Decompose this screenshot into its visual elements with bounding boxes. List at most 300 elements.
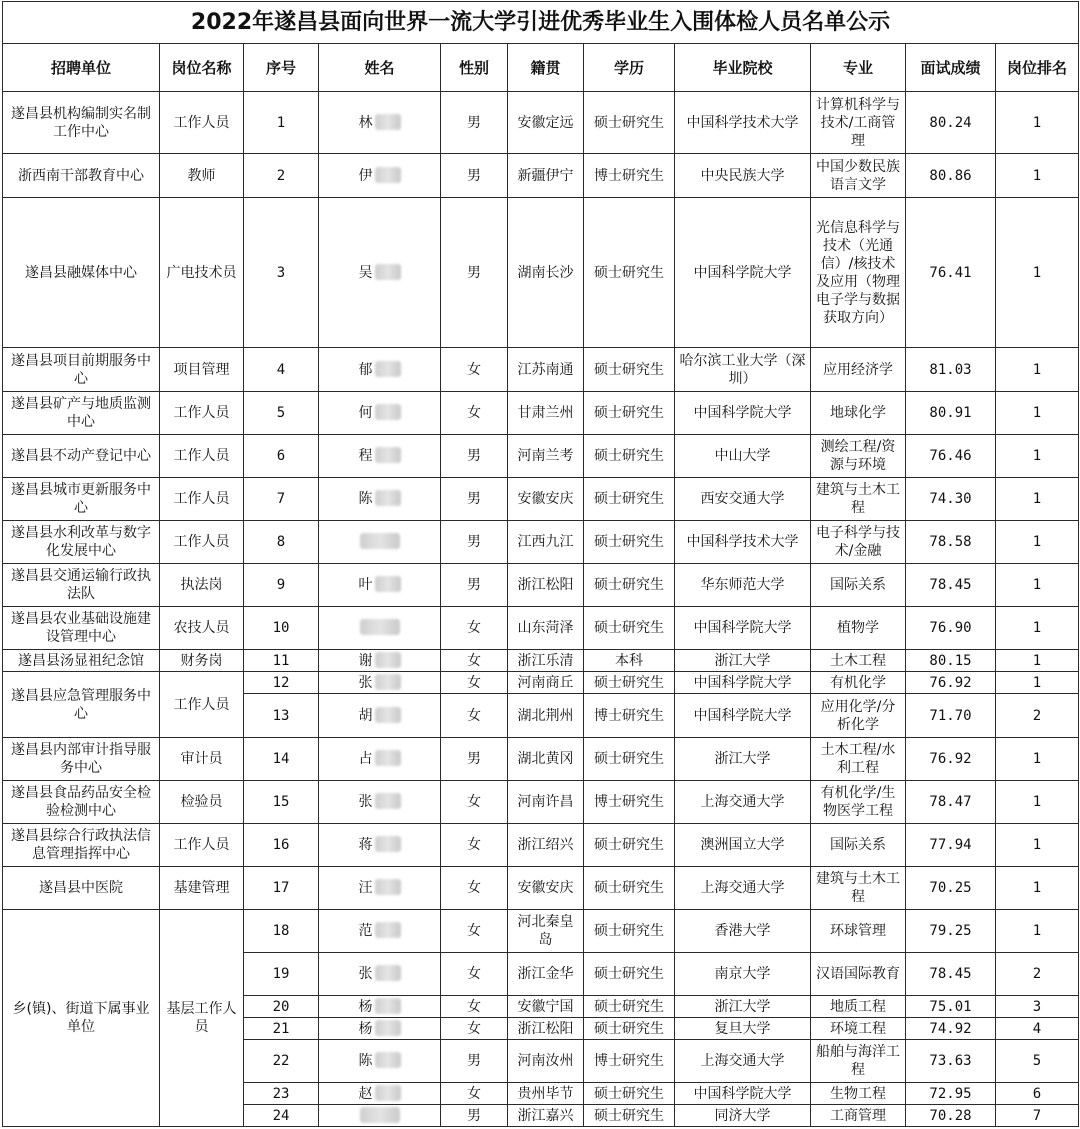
post-cell: 检验员 (160, 781, 244, 824)
unit-cell: 遂昌县综合行政执法信息管理指挥中心 (3, 824, 160, 867)
post-cell: 执法岗 (160, 564, 244, 607)
origin-cell: 浙江金华 (508, 953, 584, 996)
name-text: 陈 (358, 491, 373, 507)
table-row (3, 435, 1079, 478)
major-cell: 环境工程 (811, 1018, 906, 1040)
name-text: 杨 (358, 1020, 373, 1037)
rank-cell: 1 (996, 392, 1079, 435)
origin-cell: 安徽安庆 (508, 867, 584, 910)
rank-cell: 3 (996, 996, 1079, 1018)
name-redaction (375, 114, 401, 130)
origin-cell: 江西九江 (508, 521, 584, 564)
unit-cell: 遂昌县城市更新服务中心 (3, 478, 160, 521)
rank-cell: 1 (996, 867, 1079, 910)
gender-cell: 男 (441, 154, 508, 198)
name-redaction (360, 619, 400, 635)
gender-cell: 女 (441, 650, 508, 672)
name-text: 郁 (358, 361, 373, 378)
rank-cell: 5 (996, 1040, 1079, 1083)
education-cell: 硕士研究生 (584, 1083, 675, 1105)
rank-cell: 1 (996, 478, 1079, 521)
name-text: 张 (358, 966, 373, 982)
origin-cell: 河南汝州 (508, 1040, 584, 1083)
unit-cell: 遂昌县机构编制实名制工作中心 (3, 92, 160, 154)
score-cell: 70.28 (906, 1105, 996, 1127)
origin-cell: 新疆伊宁 (508, 154, 584, 198)
candidate-table (2, 1, 1079, 1127)
name-text: 伊 (358, 167, 373, 184)
gender-cell: 男 (441, 738, 508, 781)
origin-cell: 河北秦皇岛 (508, 910, 584, 953)
major-cell: 植物学 (811, 607, 906, 650)
table-row (3, 781, 1079, 824)
education-cell: 硕士研究生 (584, 953, 675, 996)
name-cell (319, 154, 441, 198)
name-redaction (375, 361, 401, 377)
major-cell: 地质工程 (811, 996, 906, 1018)
name-cell (319, 781, 441, 824)
name-text: 张 (358, 674, 373, 691)
unit-cell: 遂昌县水利改革与数字化发展中心 (3, 521, 160, 564)
rank-cell: 1 (996, 435, 1079, 478)
education-cell: 硕士研究生 (584, 910, 675, 953)
education-cell: 硕士研究生 (584, 92, 675, 154)
major-cell: 应用化学/分析化学 (811, 694, 906, 738)
score-cell: 78.58 (906, 521, 996, 564)
table-row (3, 478, 1079, 521)
education-cell: 硕士研究生 (584, 478, 675, 521)
name-redaction (375, 674, 401, 690)
header-unit: 招聘单位 (3, 44, 160, 92)
table-row (3, 650, 1079, 672)
origin-cell: 浙江乐清 (508, 650, 584, 672)
header-post: 岗位名称 (160, 44, 244, 92)
name-cell (319, 996, 441, 1018)
table-row (3, 672, 1079, 694)
major-cell: 有机化学/生物医学工程 (811, 781, 906, 824)
header-no: 序号 (244, 44, 319, 92)
school-cell: 中央民族大学 (675, 154, 811, 198)
seq-cell: 12 (244, 672, 319, 694)
gender-cell: 女 (441, 953, 508, 996)
origin-cell: 河南商丘 (508, 672, 584, 694)
major-cell: 有机化学 (811, 672, 906, 694)
header-edu: 学历 (584, 44, 675, 92)
name-redaction (375, 1085, 401, 1101)
table-row (3, 92, 1079, 154)
name-redaction (375, 879, 401, 895)
school-cell: 上海交通大学 (675, 781, 811, 824)
name-text: 赵 (358, 1085, 373, 1102)
table-row (3, 392, 1079, 435)
score-cell: 81.03 (906, 348, 996, 392)
major-cell: 生物工程 (811, 1083, 906, 1105)
seq-cell: 18 (244, 910, 319, 953)
school-cell: 澳洲国立大学 (675, 824, 811, 867)
education-cell: 硕士研究生 (584, 564, 675, 607)
school-cell: 中国科学院大学 (675, 392, 811, 435)
rank-cell: 7 (996, 1105, 1079, 1127)
seq-cell: 8 (244, 521, 319, 564)
name-redaction (375, 167, 401, 183)
title-row (3, 2, 1079, 44)
rank-cell: 6 (996, 1083, 1079, 1105)
name-redaction (375, 750, 401, 766)
unit-cell: 遂昌县中医院 (3, 867, 160, 910)
unit-cell: 乡(镇)、街道下属事业单位 (3, 910, 160, 1127)
gender-cell: 男 (441, 478, 508, 521)
gender-cell: 女 (441, 348, 508, 392)
post-cell: 财务岗 (160, 650, 244, 672)
rank-cell: 1 (996, 154, 1079, 198)
school-cell: 哈尔滨工业大学（深圳） (675, 348, 811, 392)
education-cell: 硕士研究生 (584, 824, 675, 867)
score-cell: 75.01 (906, 996, 996, 1018)
education-cell: 硕士研究生 (584, 348, 675, 392)
seq-cell: 6 (244, 435, 319, 478)
name-redaction (375, 264, 401, 280)
school-cell: 南京大学 (675, 953, 811, 996)
name-text: 范 (358, 923, 373, 939)
seq-cell: 3 (244, 198, 319, 348)
education-cell: 本科 (584, 650, 675, 672)
school-cell: 西安交通大学 (675, 478, 811, 521)
unit-cell: 遂昌县项目前期服务中心 (3, 348, 160, 392)
rank-cell: 2 (996, 953, 1079, 996)
major-cell: 土木工程 (811, 650, 906, 672)
seq-cell: 7 (244, 478, 319, 521)
unit-cell: 浙西南干部教育中心 (3, 154, 160, 198)
gender-cell: 女 (441, 824, 508, 867)
education-cell: 硕士研究生 (584, 672, 675, 694)
gender-cell: 女 (441, 1018, 508, 1040)
table-row (3, 198, 1079, 348)
education-cell: 硕士研究生 (584, 996, 675, 1018)
table-row (3, 154, 1079, 198)
seq-cell: 4 (244, 348, 319, 392)
school-cell: 同济大学 (675, 1105, 811, 1127)
origin-cell: 浙江嘉兴 (508, 1105, 584, 1127)
name-text: 蒋 (358, 837, 373, 853)
gender-cell: 男 (441, 92, 508, 154)
post-cell: 项目管理 (160, 348, 244, 392)
origin-cell: 湖南长沙 (508, 198, 584, 348)
name-cell (319, 738, 441, 781)
name-text: 林 (358, 114, 373, 131)
name-cell (319, 910, 441, 953)
rank-cell: 2 (996, 694, 1079, 738)
name-redaction (375, 490, 401, 506)
seq-cell: 23 (244, 1083, 319, 1105)
education-cell: 硕士研究生 (584, 607, 675, 650)
major-cell: 国际关系 (811, 824, 906, 867)
name-redaction (375, 404, 401, 420)
rank-cell: 1 (996, 607, 1079, 650)
school-cell: 中国科学院大学 (675, 672, 811, 694)
score-cell: 72.95 (906, 1083, 996, 1105)
school-cell: 华东师范大学 (675, 564, 811, 607)
name-text: 杨 (358, 998, 373, 1015)
gender-cell: 男 (441, 435, 508, 478)
major-cell: 电子科学与技术/金融 (811, 521, 906, 564)
seq-cell: 15 (244, 781, 319, 824)
seq-cell: 20 (244, 996, 319, 1018)
seq-cell: 1 (244, 92, 319, 154)
rank-cell: 1 (996, 824, 1079, 867)
post-cell: 工作人员 (160, 392, 244, 435)
score-cell: 80.91 (906, 392, 996, 435)
header-school: 毕业院校 (675, 44, 811, 92)
score-cell: 80.86 (906, 154, 996, 198)
name-redaction (375, 965, 401, 981)
name-text: 何 (358, 405, 373, 421)
origin-cell: 浙江绍兴 (508, 824, 584, 867)
school-cell: 上海交通大学 (675, 867, 811, 910)
name-cell (319, 672, 441, 694)
gender-cell: 男 (441, 1105, 508, 1127)
school-cell: 中国科学院大学 (675, 607, 811, 650)
header-score: 面试成绩 (906, 44, 996, 92)
page-title: 2022年遂昌县面向世界一流大学引进优秀毕业生入围体检人员名单公示 (3, 2, 1079, 44)
name-redaction (360, 533, 400, 549)
seq-cell: 9 (244, 564, 319, 607)
origin-cell: 湖北荆州 (508, 694, 584, 738)
unit-cell: 遂昌县农业基础设施建设管理中心 (3, 607, 160, 650)
seq-cell: 2 (244, 154, 319, 198)
education-cell: 硕士研究生 (584, 1105, 675, 1127)
name-cell (319, 607, 441, 650)
origin-cell: 湖北黄冈 (508, 738, 584, 781)
name-cell (319, 1083, 441, 1105)
name-text: 叶 (358, 577, 373, 593)
unit-cell: 遂昌县食品药品安全检验检测中心 (3, 781, 160, 824)
name-redaction (375, 1052, 401, 1068)
gender-cell: 男 (441, 521, 508, 564)
name-redaction (375, 576, 401, 592)
table-row (3, 564, 1079, 607)
education-cell: 博士研究生 (584, 1040, 675, 1083)
name-cell (319, 1105, 441, 1127)
header-row (3, 44, 1079, 92)
score-cell: 73.63 (906, 1040, 996, 1083)
name-text: 谢 (358, 652, 373, 669)
education-cell: 博士研究生 (584, 694, 675, 738)
major-cell: 工商管理 (811, 1105, 906, 1127)
education-cell: 硕士研究生 (584, 198, 675, 348)
name-cell (319, 694, 441, 738)
major-cell: 建筑与土木工程 (811, 867, 906, 910)
gender-cell: 女 (441, 996, 508, 1018)
school-cell: 中国科学院大学 (675, 1083, 811, 1105)
education-cell: 硕士研究生 (584, 1018, 675, 1040)
major-cell: 船舶与海洋工程 (811, 1040, 906, 1083)
header-name: 姓名 (319, 44, 441, 92)
major-cell: 计算机科学与技术/工商管理 (811, 92, 906, 154)
score-cell: 80.24 (906, 92, 996, 154)
score-cell: 80.15 (906, 650, 996, 672)
name-cell (319, 1040, 441, 1083)
rank-cell: 4 (996, 1018, 1079, 1040)
education-cell: 博士研究生 (584, 154, 675, 198)
table-row (3, 521, 1079, 564)
seq-cell: 5 (244, 392, 319, 435)
header-gender: 性别 (441, 44, 508, 92)
name-text: 吴 (358, 264, 373, 281)
post-cell: 工作人员 (160, 478, 244, 521)
school-cell: 浙江大学 (675, 738, 811, 781)
table-row (3, 824, 1079, 867)
score-cell: 78.45 (906, 953, 996, 996)
rank-cell: 1 (996, 650, 1079, 672)
rank-cell: 1 (996, 781, 1079, 824)
name-text: 程 (358, 448, 373, 464)
rank-cell: 1 (996, 521, 1079, 564)
school-cell: 中国科学技术大学 (675, 92, 811, 154)
name-cell (319, 435, 441, 478)
major-cell: 土木工程/水利工程 (811, 738, 906, 781)
score-cell: 70.25 (906, 867, 996, 910)
table-row (3, 738, 1079, 781)
seq-cell: 11 (244, 650, 319, 672)
seq-cell: 21 (244, 1018, 319, 1040)
name-redaction (375, 793, 401, 809)
name-cell (319, 392, 441, 435)
origin-cell: 浙江松阳 (508, 1018, 584, 1040)
rank-cell: 1 (996, 92, 1079, 154)
header-origin: 籍贯 (508, 44, 584, 92)
origin-cell: 山东菏泽 (508, 607, 584, 650)
seq-cell: 19 (244, 953, 319, 996)
seq-cell: 24 (244, 1105, 319, 1127)
table-row (3, 607, 1079, 650)
post-cell: 工作人员 (160, 92, 244, 154)
unit-cell: 遂昌县融媒体中心 (3, 198, 160, 348)
name-text: 占 (358, 751, 373, 767)
name-cell (319, 521, 441, 564)
name-redaction (375, 836, 401, 852)
origin-cell: 江苏南通 (508, 348, 584, 392)
education-cell: 硕士研究生 (584, 738, 675, 781)
education-cell: 硕士研究生 (584, 867, 675, 910)
unit-cell: 遂昌县汤显祖纪念馆 (3, 650, 160, 672)
name-cell (319, 867, 441, 910)
name-text: 陈 (358, 1053, 373, 1069)
origin-cell: 浙江松阳 (508, 564, 584, 607)
name-redaction (375, 922, 401, 938)
score-cell: 76.92 (906, 672, 996, 694)
post-cell: 广电技术员 (160, 198, 244, 348)
gender-cell: 女 (441, 867, 508, 910)
major-cell: 光信息科学与技术（光通信）/核技术及应用（物理电子学与数据获取方向） (811, 198, 906, 348)
name-cell (319, 478, 441, 521)
education-cell: 硕士研究生 (584, 521, 675, 564)
origin-cell: 贵州毕节 (508, 1083, 584, 1105)
major-cell: 中国少数民族语言文学 (811, 154, 906, 198)
origin-cell: 河南兰考 (508, 435, 584, 478)
seq-cell: 10 (244, 607, 319, 650)
score-cell: 74.30 (906, 478, 996, 521)
education-cell: 硕士研究生 (584, 435, 675, 478)
header-major: 专业 (811, 44, 906, 92)
gender-cell: 女 (441, 910, 508, 953)
major-cell: 测绘工程/资源与环境 (811, 435, 906, 478)
name-cell (319, 953, 441, 996)
seq-cell: 13 (244, 694, 319, 738)
unit-cell: 遂昌县不动产登记中心 (3, 435, 160, 478)
post-cell: 工作人员 (160, 521, 244, 564)
seq-cell: 17 (244, 867, 319, 910)
score-cell: 76.90 (906, 607, 996, 650)
name-cell (319, 824, 441, 867)
table-row (3, 348, 1079, 392)
name-redaction (375, 652, 401, 668)
school-cell: 中国科学院大学 (675, 694, 811, 738)
score-cell: 78.45 (906, 564, 996, 607)
name-redaction (375, 447, 401, 463)
gender-cell: 女 (441, 694, 508, 738)
school-cell: 中国科学院大学 (675, 198, 811, 348)
post-cell: 工作人员 (160, 435, 244, 478)
score-cell: 79.25 (906, 910, 996, 953)
post-cell: 农技人员 (160, 607, 244, 650)
gender-cell: 女 (441, 781, 508, 824)
name-cell (319, 1018, 441, 1040)
unit-cell: 遂昌县内部审计指导服务中心 (3, 738, 160, 781)
table-row (3, 867, 1079, 910)
score-cell: 74.92 (906, 1018, 996, 1040)
name-redaction (375, 707, 401, 723)
score-cell: 78.47 (906, 781, 996, 824)
major-cell: 环球管理 (811, 910, 906, 953)
major-cell: 汉语国际教育 (811, 953, 906, 996)
rank-cell: 1 (996, 564, 1079, 607)
name-cell (319, 348, 441, 392)
gender-cell: 女 (441, 1083, 508, 1105)
rank-cell: 1 (996, 672, 1079, 694)
name-cell (319, 198, 441, 348)
name-redaction (360, 1107, 400, 1123)
name-text: 汪 (358, 880, 373, 896)
name-redaction (375, 1020, 401, 1036)
post-cell: 基建管理 (160, 867, 244, 910)
school-cell: 复旦大学 (675, 1018, 811, 1040)
gender-cell: 男 (441, 564, 508, 607)
major-cell: 应用经济学 (811, 348, 906, 392)
gender-cell: 女 (441, 672, 508, 694)
name-redaction (375, 998, 401, 1014)
name-cell (319, 650, 441, 672)
rank-cell: 1 (996, 198, 1079, 348)
major-cell: 地球化学 (811, 392, 906, 435)
score-cell: 77.94 (906, 824, 996, 867)
unit-cell: 遂昌县交通运输行政执法队 (3, 564, 160, 607)
school-cell: 上海交通大学 (675, 1040, 811, 1083)
school-cell: 中国科学技术大学 (675, 521, 811, 564)
education-cell: 硕士研究生 (584, 392, 675, 435)
origin-cell: 河南许昌 (508, 781, 584, 824)
origin-cell: 安徽安庆 (508, 478, 584, 521)
unit-cell: 遂昌县矿产与地质监测中心 (3, 392, 160, 435)
major-cell: 国际关系 (811, 564, 906, 607)
post-cell: 基层工作人员 (160, 910, 244, 1127)
gender-cell: 女 (441, 392, 508, 435)
school-cell: 浙江大学 (675, 650, 811, 672)
post-cell: 工作人员 (160, 824, 244, 867)
score-cell: 76.46 (906, 435, 996, 478)
rank-cell: 1 (996, 738, 1079, 781)
post-cell: 教师 (160, 154, 244, 198)
unit-cell: 遂昌县应急管理服务中心 (3, 672, 160, 738)
